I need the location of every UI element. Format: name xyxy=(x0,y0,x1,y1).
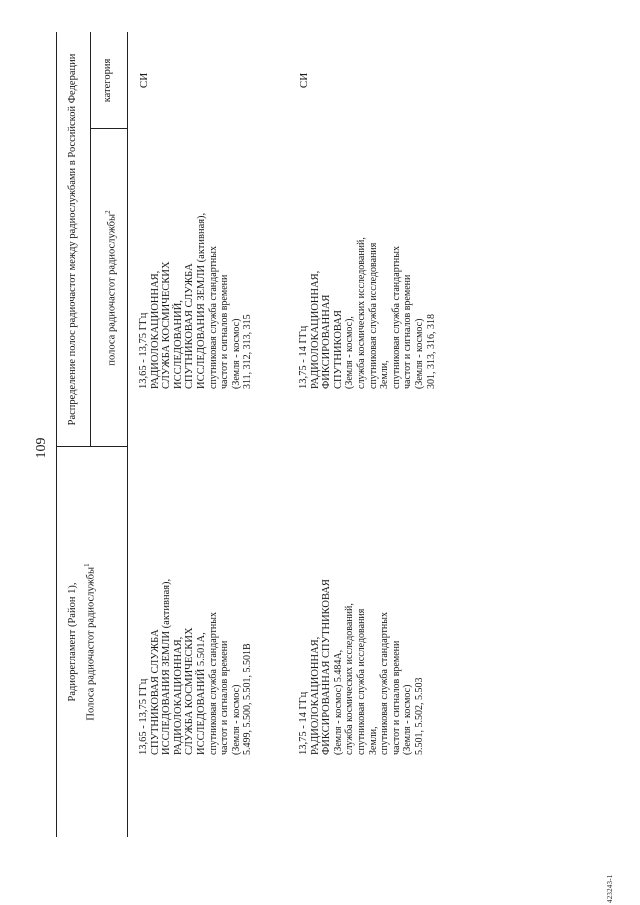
row1-left-line: спутниковая служба стандартных xyxy=(207,612,219,755)
row1-right-line: ИССЛЕДОВАНИЙ, xyxy=(172,300,184,389)
row1-right-line: СПУТНИКОВАЯ СЛУЖБА xyxy=(184,263,196,389)
row1-left-line: РАДИОЛОКАЦИОННАЯ, xyxy=(172,636,184,755)
left-header-subtitle: Полоса радиочастот радиослужбы$^1$ xyxy=(83,563,97,721)
row2-left-line: (Земля - космос) 5.484А, xyxy=(332,649,344,755)
row1-right-line: 311, 312, 313, 315 xyxy=(242,314,254,389)
row2-left-line: служба космических исследований, xyxy=(344,603,356,755)
subheader-separator xyxy=(90,32,91,447)
row2-right-line: (Земля - космос) xyxy=(413,318,425,389)
row2-left-line: 5.501, 5.502, 5.503 xyxy=(413,677,425,755)
row2-right-line: Земли, xyxy=(379,360,391,389)
row1-left-line: СПУТНИКОВАЯ СЛУЖБА xyxy=(149,629,161,755)
row2-left-line: частот и сигналов времени xyxy=(390,640,402,755)
row1-right-line: частот и сигналов времени xyxy=(219,274,231,389)
row1-left-band: 13,65 - 13,75 ГГц xyxy=(138,678,149,755)
row1-right-line: спутниковая служба стандартных xyxy=(207,246,219,389)
left-header xyxy=(66,447,99,837)
row1-left-line: (Земля - космос) xyxy=(230,684,242,755)
row1-right-line: (Земля - космос) xyxy=(230,318,242,389)
row1-right-band: 13,65 - 13,75 ГГц xyxy=(138,312,149,389)
row2-right-line: СПУТНИКОВАЯ xyxy=(332,310,344,389)
table-border-top xyxy=(56,32,57,837)
row2-left-line: (Земля - космос) xyxy=(402,684,414,755)
row1-left-cell xyxy=(138,450,254,755)
row2-left-line: Земли, xyxy=(367,726,379,755)
row2-left-line: спутниковая служба стандартных xyxy=(379,612,391,755)
table-header-separator xyxy=(127,32,128,837)
row2-left-line: спутниковая служба исследования xyxy=(355,608,367,755)
row1-left-line: частот и сигналов времени xyxy=(219,640,231,755)
row2-right-line: ФИКСИРОВАННАЯ xyxy=(321,294,333,389)
row2-right-line: частот и сигналов времени xyxy=(402,274,414,389)
row1-left-line: ИССЛЕДОВАНИЙ 5.501А, xyxy=(195,632,207,755)
row2-right-cell xyxy=(298,129,437,389)
row1-right-line: РАДИОЛОКАЦИОННАЯ, xyxy=(149,270,161,389)
row2-right-line: служба космических исследований, xyxy=(355,237,367,389)
row2-right-line: спутниковая служба исследования xyxy=(367,242,379,389)
row2-right-line: РАДИОЛОКАЦИОННАЯ, xyxy=(309,270,321,389)
column-header-band: полоса радиочастот радиослужбы$^2$ xyxy=(104,210,118,366)
column-header-category: категория xyxy=(102,58,113,103)
row2-category: СИ xyxy=(298,72,310,89)
right-header-title: Распределение полос радиочастот между радиослужбами в Российской Федерации xyxy=(67,53,78,426)
row1-left-line: СЛУЖБА КОСМИЧЕСКИХ xyxy=(184,627,196,755)
document-code: 423243-1 xyxy=(606,874,614,903)
row2-left-band: 13,75 - 14 ГГц xyxy=(298,691,309,755)
row2-right-band: 13,75 - 14 ГГц xyxy=(298,325,309,389)
page-number: 109 xyxy=(34,437,49,459)
row1-right-line: СЛУЖБА КОСМИЧЕСКИХ xyxy=(161,261,173,389)
left-header-title: Радиорегламент (Район 1), xyxy=(67,582,78,702)
row1-left-line: 5.499, 5.500, 5.501, 5.501В xyxy=(242,643,254,755)
row2-left-line: РАДИОЛОКАЦИОННАЯ, xyxy=(309,636,321,755)
row2-left-line: ФИКСИРОВАННАЯ СПУТНИКОВАЯ xyxy=(321,579,333,755)
row1-right-line: ИССЛЕДОВАНИЯ ЗЕМЛИ (активная), xyxy=(195,212,207,389)
row1-left-line: ИССЛЕДОВАНИЯ ЗЕМЛИ (активная), xyxy=(161,578,173,755)
row2-left-cell xyxy=(298,450,426,755)
row2-right-line: спутниковая служба стандартных xyxy=(390,246,402,389)
row1-category: СИ xyxy=(138,72,150,89)
row2-right-line: 301, 313, 316, 318 xyxy=(425,314,437,389)
row2-right-line: (Земля - космос), xyxy=(344,316,356,389)
row1-right-cell xyxy=(138,129,254,389)
